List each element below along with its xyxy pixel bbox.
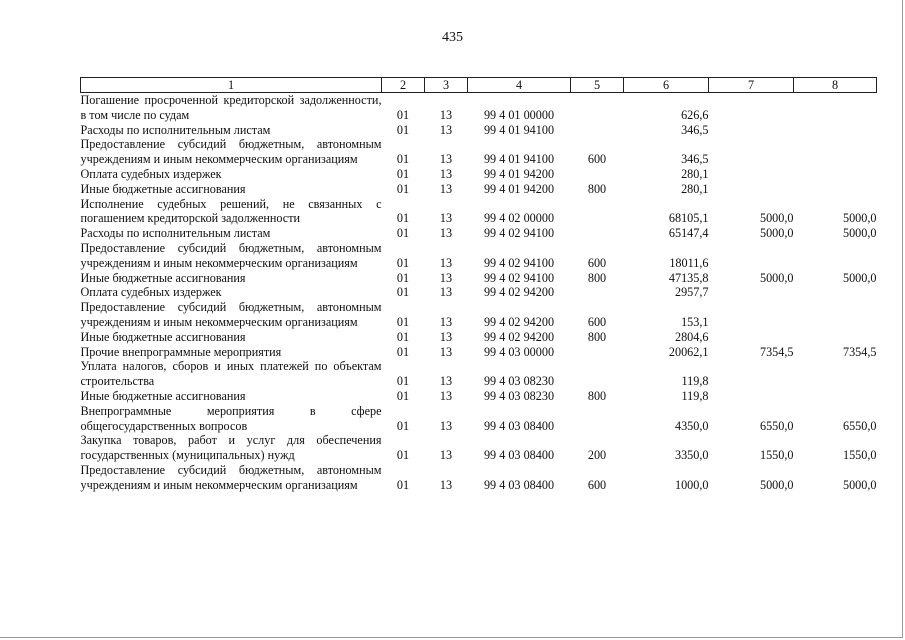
expense-type-cell (571, 345, 624, 360)
amount-col8-cell (794, 137, 877, 167)
amount-col6-cell: 4350,0 (674, 418, 709, 433)
amount-col8-cell (794, 93, 877, 123)
row-name-cell: Предоставление субсидий бюджетным, автономным учреждениям и иным некоммерческим организациям (80, 300, 382, 329)
amount-col6-cell: 47135,8 (668, 270, 709, 285)
amount-col8-cell: 6550,0 (842, 418, 877, 433)
amount-col7-cell (709, 241, 794, 271)
expense-type-cell: 600 (587, 152, 607, 167)
target-article-cell: 99 4 03 00000 (483, 344, 555, 359)
amount-col8-cell: 7354,5 (842, 344, 877, 359)
table-row (81, 433, 877, 463)
amount-col7-cell: 5000,0 (759, 477, 794, 492)
table-row (81, 197, 877, 227)
expense-type-cell (571, 404, 624, 434)
column-header: 7 (709, 78, 794, 93)
column-header: 2 (382, 78, 425, 93)
expense-type-cell (571, 93, 624, 123)
amount-col7-cell: 5000,0 (759, 226, 794, 241)
subsection-code-cell: 13 (439, 477, 453, 492)
expense-type-cell: 800 (587, 181, 607, 196)
column-header: 1 (81, 78, 382, 93)
section-code-cell: 01 (396, 226, 410, 241)
section-code-cell: 01 (396, 107, 410, 122)
row-name-cell: Иные бюджетные ассигнования (80, 388, 246, 403)
expense-type-cell (571, 285, 624, 300)
amount-col6-cell: 18011,6 (669, 255, 709, 270)
amount-col8-cell (794, 167, 877, 182)
amount-col6-cell: 119,8 (681, 388, 709, 403)
amount-col7-cell: 5000,0 (759, 270, 794, 285)
row-name-cell: Предоставление субсидий бюджетным, автономным учреждениям и иным некоммерческим организациям (80, 240, 382, 270)
amount-col8-cell (794, 123, 877, 138)
amount-col6-cell: 65147,4 (668, 226, 709, 241)
expense-type-cell (571, 359, 624, 389)
table-row (81, 389, 877, 404)
row-name-cell: Прочие внепрограммные мероприятия (80, 344, 282, 359)
amount-col7-cell: 6550,0 (759, 418, 794, 433)
amount-col8-cell: 5000,0 (842, 211, 877, 226)
amount-col6-cell: 2804,6 (674, 329, 709, 344)
column-header: 5 (571, 78, 624, 93)
target-article-cell: 99 4 02 94100 (483, 270, 555, 285)
amount-col6-cell: 68105,1 (668, 211, 709, 226)
budget-table (80, 77, 877, 493)
table-row (81, 330, 877, 345)
subsection-code-cell: 13 (439, 285, 453, 300)
table-row (81, 463, 877, 493)
amount-col6-cell: 20062,1 (668, 344, 709, 359)
row-name-cell: Расходы по исполнительным листам (80, 122, 271, 137)
page-number: 435 (442, 30, 463, 45)
amount-col7-cell: 5000,0 (759, 211, 794, 226)
target-article-cell: 99 4 02 94100 (483, 255, 555, 270)
column-header: 8 (794, 78, 877, 93)
section-code-cell: 01 (396, 270, 410, 285)
section-code-cell: 01 (396, 477, 410, 492)
amount-col6-cell: 626,6 (681, 107, 709, 122)
section-code-cell: 01 (396, 418, 410, 433)
amount-col8-cell (794, 285, 877, 300)
amount-col8-cell: 5000,0 (842, 477, 877, 492)
section-code-cell: 01 (396, 388, 410, 403)
table-row (81, 300, 877, 330)
row-name-cell: Предоставление субсидий бюджетным, автономным учреждениям и иным некоммерческим организациям (80, 462, 382, 492)
amount-col7-cell (709, 182, 794, 197)
amount-col6-cell: 2957,7 (674, 285, 709, 300)
subsection-code-cell: 13 (439, 181, 453, 196)
row-name-cell: Предоставление субсидий бюджетным, автономным учреждениям и иным некоммерческим организациям (80, 137, 382, 167)
amount-col8-cell: 5000,0 (842, 226, 877, 241)
amount-col6-cell: 153,1 (681, 314, 709, 329)
column-header: 6 (624, 78, 709, 93)
amount-col7-cell (709, 123, 794, 138)
subsection-code-cell: 13 (439, 374, 453, 389)
amount-col7-cell (709, 137, 794, 167)
subsection-code-cell: 13 (439, 418, 453, 433)
subsection-code-cell: 13 (439, 211, 453, 226)
amount-col7-cell (709, 285, 794, 300)
section-code-cell: 01 (396, 448, 410, 463)
row-name-cell: Закупка товаров, работ и услуг для обеспечения государственных (муниципальных) нужд (80, 433, 382, 463)
amount-col6-cell: 346,5 (681, 152, 709, 167)
target-article-cell: 99 4 03 08400 (483, 477, 555, 492)
amount-col7-cell (709, 330, 794, 345)
section-code-cell: 01 (396, 255, 410, 270)
expense-type-cell (571, 167, 624, 182)
row-name-cell: Внепрограммные мероприятия в сфере общегосударственных вопросов (80, 403, 382, 433)
subsection-code-cell: 13 (439, 166, 453, 181)
table-row (81, 285, 877, 300)
target-article-cell: 99 4 02 94200 (483, 329, 555, 344)
section-code-cell: 01 (396, 374, 410, 389)
target-article-cell: 99 4 03 08400 (483, 448, 555, 463)
amount-col7-cell: 7354,5 (759, 344, 794, 359)
expense-type-cell: 600 (587, 255, 607, 270)
amount-col8-cell (794, 182, 877, 197)
amount-col8-cell (794, 359, 877, 389)
section-code-cell: 01 (396, 344, 410, 359)
expense-type-cell: 600 (587, 477, 607, 492)
target-article-cell: 99 4 01 94200 (483, 166, 555, 181)
section-code-cell: 01 (396, 329, 410, 344)
row-name-cell: Иные бюджетные ассигнования (80, 181, 246, 196)
table-row (81, 226, 877, 241)
section-code-cell: 01 (396, 181, 410, 196)
row-name-cell: Оплата судебных издержек (80, 166, 222, 181)
table-row (81, 404, 877, 434)
amount-col7-cell (709, 389, 794, 404)
amount-col8-cell (794, 330, 877, 345)
section-code-cell: 01 (396, 285, 410, 300)
amount-col6-cell: 3350,0 (674, 448, 709, 463)
column-header: 3 (425, 78, 468, 93)
section-code-cell: 01 (396, 166, 410, 181)
amount-col6-cell: 1000,0 (674, 477, 709, 492)
target-article-cell: 99 4 02 94200 (483, 314, 555, 329)
row-name-cell: Исполнение судебных решений, не связанных с погашением кредиторской задолженности (80, 196, 382, 226)
subsection-code-cell: 13 (439, 388, 453, 403)
section-code-cell: 01 (396, 122, 410, 137)
table-row (81, 93, 877, 123)
subsection-code-cell: 13 (439, 255, 453, 270)
amount-col6-cell: 280,1 (681, 166, 709, 181)
table-row (81, 241, 877, 271)
expense-type-cell: 200 (587, 448, 607, 463)
amount-col6-cell: 119,8 (681, 374, 709, 389)
amount-col8-cell: 1550,0 (842, 448, 877, 463)
subsection-code-cell: 13 (439, 152, 453, 167)
subsection-code-cell: 13 (439, 270, 453, 285)
row-name-cell: Погашение просроченной кредиторской задолженности, в том числе по судам (80, 93, 382, 122)
subsection-code-cell: 13 (439, 344, 453, 359)
row-name-cell: Уплата налогов, сборов и иных платежей по объектам строительства (80, 359, 382, 389)
row-name-cell: Оплата судебных издержек (80, 285, 222, 300)
target-article-cell: 99 4 02 94200 (483, 285, 555, 300)
target-article-cell: 99 4 03 08400 (483, 418, 555, 433)
expense-type-cell: 800 (587, 270, 607, 285)
expense-type-cell (571, 197, 624, 227)
target-article-cell: 99 4 02 94100 (483, 226, 555, 241)
target-article-cell: 99 4 01 94100 (483, 152, 555, 167)
amount-col7-cell (709, 167, 794, 182)
expense-type-cell: 600 (587, 314, 607, 329)
section-code-cell: 01 (396, 211, 410, 226)
table-row (81, 359, 877, 389)
expense-type-cell (571, 226, 624, 241)
section-code-cell: 01 (396, 314, 410, 329)
table-row (81, 182, 877, 197)
table-row (81, 345, 877, 360)
expense-type-cell: 800 (587, 388, 607, 403)
amount-col7-cell (709, 93, 794, 123)
table-row (81, 167, 877, 182)
amount-col6-cell: 346,5 (681, 122, 709, 137)
expense-type-cell: 800 (587, 329, 607, 344)
target-article-cell: 99 4 01 94200 (483, 181, 555, 196)
target-article-cell: 99 4 01 94100 (483, 122, 555, 137)
section-code-cell: 01 (396, 152, 410, 167)
expense-type-cell (571, 123, 624, 138)
target-article-cell: 99 4 01 00000 (483, 107, 555, 122)
amount-col7-cell: 1550,0 (759, 448, 794, 463)
amount-col8-cell (794, 300, 877, 330)
column-header: 4 (468, 78, 571, 93)
row-name-cell: Иные бюджетные ассигнования (80, 329, 246, 344)
subsection-code-cell: 13 (439, 226, 453, 241)
table-row (81, 123, 877, 138)
row-name-cell: Расходы по исполнительным листам (80, 226, 271, 241)
target-article-cell: 99 4 02 00000 (483, 211, 555, 226)
subsection-code-cell: 13 (439, 122, 453, 137)
amount-col8-cell: 5000,0 (842, 270, 877, 285)
target-article-cell: 99 4 03 08230 (483, 388, 555, 403)
amount-col7-cell (709, 359, 794, 389)
subsection-code-cell: 13 (439, 314, 453, 329)
amount-col8-cell (794, 389, 877, 404)
amount-col7-cell (709, 300, 794, 330)
row-name-cell: Иные бюджетные ассигнования (80, 270, 246, 285)
subsection-code-cell: 13 (439, 107, 453, 122)
header-row (81, 78, 877, 93)
subsection-code-cell: 13 (439, 448, 453, 463)
amount-col6-cell: 280,1 (681, 181, 709, 196)
target-article-cell: 99 4 03 08230 (483, 374, 555, 389)
amount-col8-cell (794, 241, 877, 271)
subsection-code-cell: 13 (439, 329, 453, 344)
table-row (81, 137, 877, 167)
table-row (81, 271, 877, 286)
